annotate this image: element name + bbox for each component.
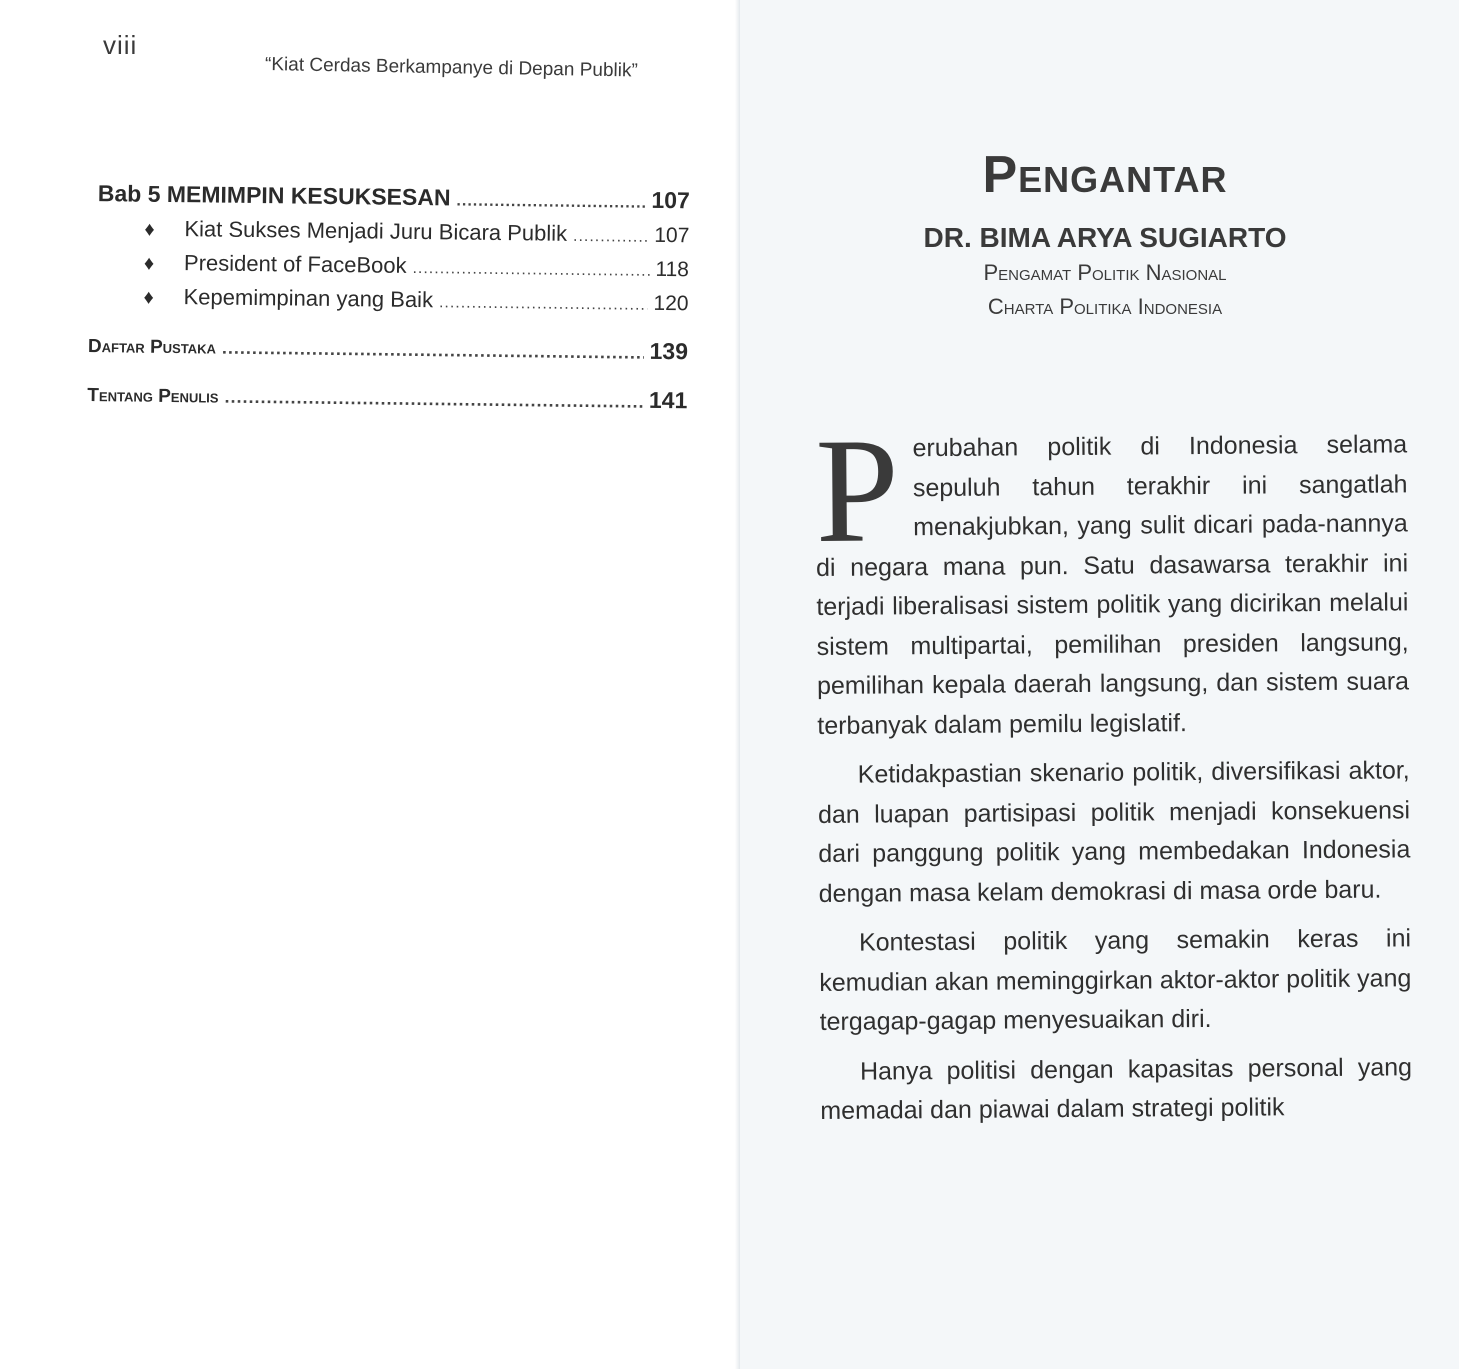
drop-cap: P xyxy=(814,407,900,574)
paragraph: Ketidakpastian skenario politik, diversifikasi aktor, dan luapan partisipasi politik menjadi konsekuensi dari panggung politik yang membedakan Indonesia dengan masa kelam demokrasi di masa orde baru. xyxy=(817,756,1411,908)
toc-item-row xyxy=(143,284,688,317)
toc-item-label: Kiat Sukses Menjadi Juru Bicara Publik xyxy=(184,216,568,246)
toc-section-label: Daftar Pustaka xyxy=(87,335,217,359)
table-of-contents xyxy=(87,180,690,414)
toc-item-label: Kepemimpinan yang Baik xyxy=(183,284,434,313)
body-text xyxy=(814,407,1413,1141)
toc-leader xyxy=(573,228,648,247)
toc-leader xyxy=(456,192,645,212)
toc-item-page: 120 xyxy=(653,291,689,316)
paragraph: Kontestasi politik yang semakin keras ini kemudian akan meminggirkan aktor-aktor politik yang tergagap-gagap menyesuaikan diri. xyxy=(819,924,1412,1036)
toc-leader xyxy=(222,338,644,364)
toc-item-label: President of FaceBook xyxy=(183,250,407,278)
toc-section-label: Tentang Penulis xyxy=(87,384,219,408)
author-role: Pengamat Politik Nasional xyxy=(983,260,1227,285)
toc-section-page: 141 xyxy=(648,386,688,414)
diamond-bullet-icon: ♦ xyxy=(143,252,155,275)
toc-item-page: 107 xyxy=(654,223,690,248)
author-organization: Charta Politika Indonesia xyxy=(987,294,1223,319)
paragraph: Hanya politisi dengan kapasitas personal yang memadai dan piawai dalam strategi politik xyxy=(820,1052,1413,1125)
toc-chapter-row xyxy=(98,180,690,214)
toc-item-page: 118 xyxy=(655,257,690,282)
toc-section-page: 139 xyxy=(649,337,689,365)
toc-section-row xyxy=(87,380,687,414)
toc-chapter-page: 107 xyxy=(651,186,690,214)
running-title: “Kiat Cerdas Berkampanye di Depan Publik” xyxy=(264,54,638,82)
toc-leader xyxy=(224,387,643,413)
toc-leader xyxy=(439,294,648,315)
author-name: DR. BIMA ARYA SUGIARTO xyxy=(923,222,1287,253)
paragraph-text: erubahan politik di Indonesia selama sepuluh tahun terakhir ini sangatlah menakjubkan, yang sulit dicari pada-nannya di negara mana pun. Satu dasawarsa terakhir ini terjadi liberalisasi sistem politik yang dicirikan melalui sistem multipartai, pemilihan presiden langsung, pemilihan kepala daerah langsung, dan sistem suara terbanyak dalam pemilu legislatif. xyxy=(815,430,1410,740)
page-number: viii xyxy=(103,30,138,60)
diamond-bullet-icon: ♦ xyxy=(143,286,154,309)
toc-leader xyxy=(412,260,649,281)
toc-chapter-label: Bab 5 MEMIMPIN KESUKSESAN xyxy=(97,180,451,211)
paragraph xyxy=(814,407,1410,746)
diamond-bullet-icon: ♦ xyxy=(144,218,155,241)
toc-section-row xyxy=(88,331,688,365)
page-heading: Pengantar xyxy=(982,146,1228,204)
toc-item-row xyxy=(144,216,689,249)
toc-item-row xyxy=(144,250,689,283)
